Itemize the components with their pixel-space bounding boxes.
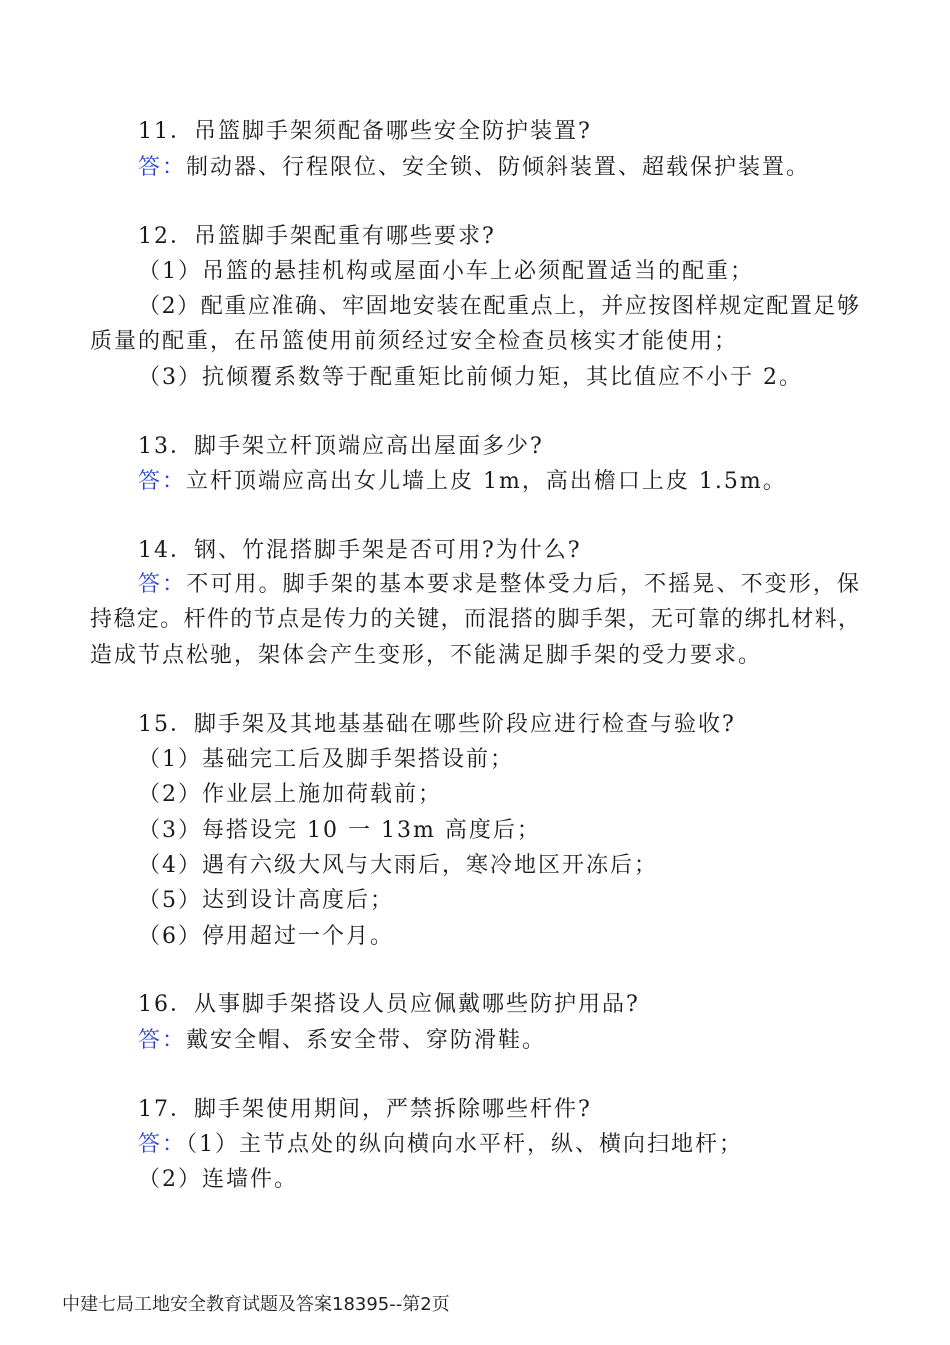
question-11: 11．吊篮脚手架须配备哪些安全防护装置? bbox=[138, 119, 592, 144]
answer-14-line-1 bbox=[138, 570, 860, 600]
answer-14-line-2: 持稳定。杆件的节点是传力的关键，而混搭的脚手架，无可靠的绑扎材料， bbox=[90, 607, 860, 632]
answer-label: 答： bbox=[138, 1028, 187, 1053]
answer-text: 立杆顶端应高出女儿墙上皮 1m，高出檐口上皮 1.5m。 bbox=[186, 469, 787, 494]
answer-13 bbox=[138, 467, 787, 497]
answer-label: 答： bbox=[138, 469, 187, 494]
q12-item-1: （1）吊篮的悬挂机构或屋面小车上必须配置适当的配重； bbox=[138, 259, 754, 284]
q15-item: （4）遇有六级大风与大雨后，寒冷地区开冻后； bbox=[138, 853, 658, 878]
question-17: 17．脚手架使用期间，严禁拆除哪些杆件? bbox=[138, 1097, 592, 1122]
answer-14-line-3: 造成节点松驰，架体会产生变形，不能满足脚手架的受力要求。 bbox=[90, 643, 763, 668]
q15-item: （5）达到设计高度后； bbox=[138, 888, 394, 913]
answer-text: （1）主节点处的纵向横向水平杆，纵、横向扫地杆； bbox=[186, 1132, 744, 1157]
q15-item: （1）基础完工后及脚手架搭设前； bbox=[138, 747, 514, 772]
answer-16 bbox=[138, 1026, 546, 1056]
answer-text: 不可用。脚手架的基本要求是整体受力后，不摇晃、不变形，保 bbox=[186, 572, 860, 597]
answer-11 bbox=[138, 153, 810, 183]
answer-text: 制动器、行程限位、安全锁、防倾斜装置、超载保护装置。 bbox=[186, 155, 811, 180]
answer-text: 戴安全帽、系安全带、穿防滑鞋。 bbox=[186, 1028, 547, 1053]
answer-17-line-1 bbox=[138, 1130, 743, 1160]
q15-item: （6）停用超过一个月。 bbox=[138, 924, 394, 949]
question-15: 15．脚手架及其地基基础在哪些阶段应进行检查与验收? bbox=[138, 712, 736, 737]
answer-label: 答： bbox=[138, 1132, 187, 1157]
question-12: 12．吊篮脚手架配重有哪些要求? bbox=[138, 224, 496, 249]
q15-item: （2）作业层上施加荷载前； bbox=[138, 782, 442, 807]
answer-17-line-2: （2）连墙件。 bbox=[138, 1167, 298, 1192]
q12-item-3: （3）抗倾覆系数等于配重矩比前倾力矩，其比值应不小于 2。 bbox=[138, 365, 803, 390]
q12-item-2-line-1: （2）配重应准确、牢固地安装在配重点上，并应按图样规定配置足够 bbox=[138, 294, 860, 319]
answer-label: 答： bbox=[138, 572, 187, 597]
question-14: 14．钢、竹混搭脚手架是否可用?为什么? bbox=[138, 538, 582, 563]
q12-item-2-line-2: 质量的配重，在吊篮使用前须经过安全检查员核实才能使用； bbox=[90, 329, 739, 354]
question-13: 13．脚手架立杆顶端应高出屋面多少? bbox=[138, 434, 544, 459]
question-16: 16．从事脚手架搭设人员应佩戴哪些防护用品? bbox=[138, 992, 640, 1017]
page-footer: 中建七局工地安全教育试题及答案18395--第2页 bbox=[62, 1294, 450, 1315]
answer-label: 答： bbox=[138, 155, 187, 180]
q15-item: （3）每搭设完 10 一 13m 高度后； bbox=[138, 818, 541, 843]
